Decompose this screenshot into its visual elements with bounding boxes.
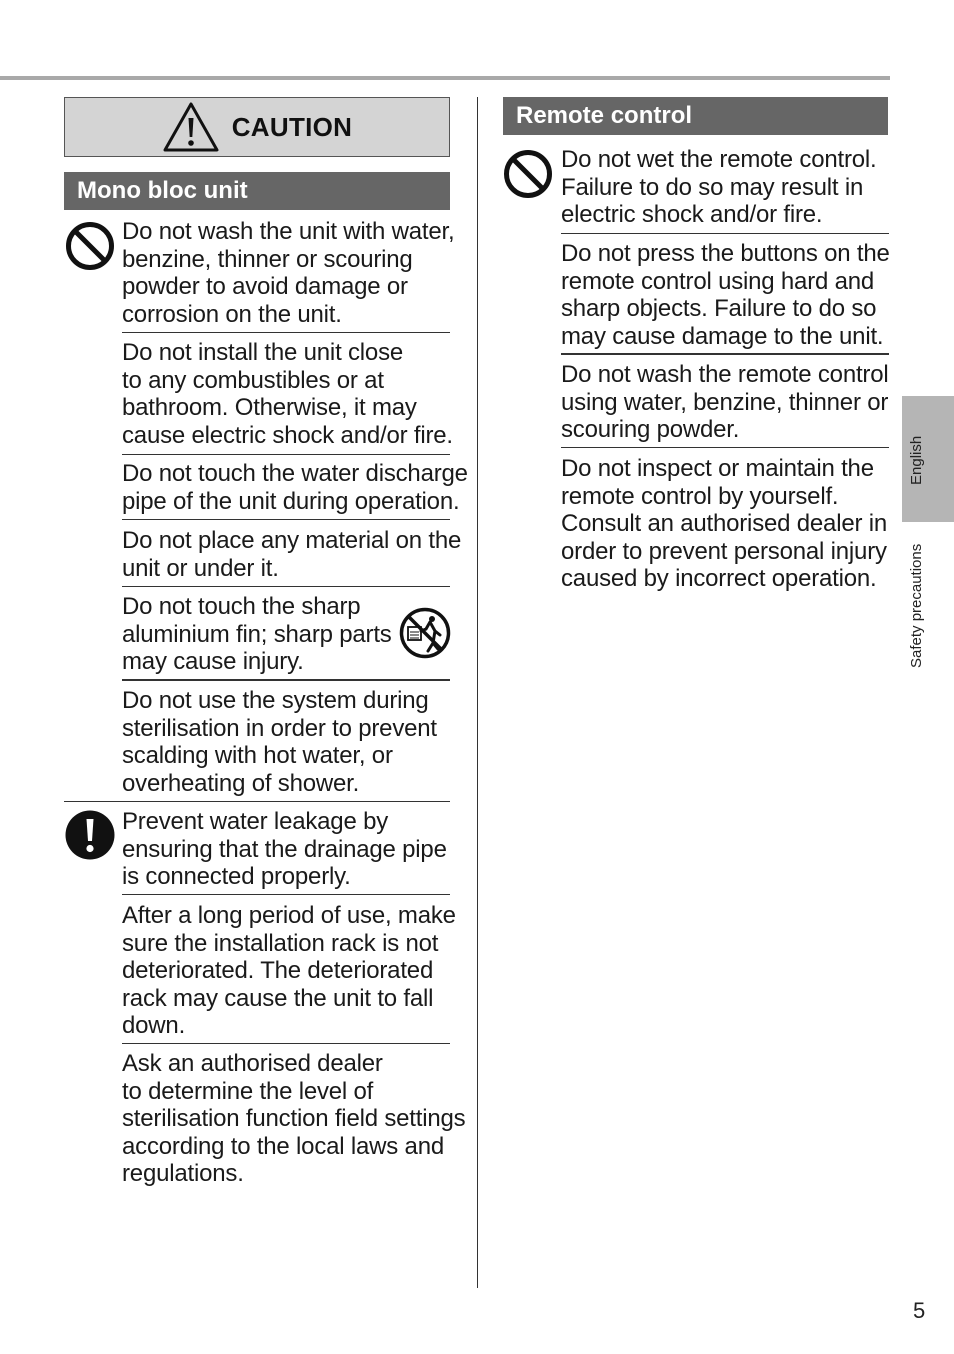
text-line: aluminium fin; sharp parts	[122, 620, 392, 648]
item-divider	[122, 894, 450, 895]
remote-item-2	[561, 240, 890, 350]
mono-item-4	[122, 527, 461, 582]
text-line: Ask an authorised dealer	[122, 1050, 383, 1077]
text-line: scalding with hot water, or	[122, 742, 393, 769]
text-line: remote control by yourself.	[561, 482, 839, 510]
remote-item-3	[561, 361, 889, 444]
text-line: remote control using hard and	[561, 267, 875, 295]
text-line: overheating of shower.	[122, 769, 360, 797]
mono-item-6	[122, 687, 437, 797]
text-line: sterilisation function field settings	[122, 1105, 466, 1132]
item-divider	[122, 679, 450, 681]
caution-title: CAUTION	[231, 111, 353, 142]
remote-item-1	[561, 146, 877, 229]
text-line: unit or under it.	[122, 554, 279, 582]
remote-control-header: Remote control	[503, 97, 888, 135]
item-divider	[122, 332, 450, 333]
text-line: according to the local laws and	[122, 1132, 444, 1160]
text-line: benzine, thinner or scouring	[122, 245, 413, 273]
text-line: is connected properly.	[122, 863, 351, 890]
text-line: Do not wet the remote control.	[561, 146, 877, 173]
text-line: pipe of the unit during operation.	[122, 487, 460, 515]
column-divider	[477, 97, 478, 1288]
text-line: sure the installation rack is not	[122, 929, 439, 957]
text-line: Prevent water leakage by	[122, 808, 389, 835]
text-line: Do not inspect or maintain the	[561, 455, 874, 482]
text-line: order to prevent personal injury	[561, 537, 887, 565]
item-divider	[561, 353, 889, 355]
prohibition-icon	[503, 149, 553, 199]
text-line: bathroom. Otherwise, it may	[122, 394, 417, 421]
text-line: to determine the level of	[122, 1077, 374, 1105]
mandatory-action-icon	[65, 810, 115, 860]
mono-bloc-header: Mono bloc unit	[64, 172, 450, 210]
text-line: sterilisation in order to prevent	[122, 714, 437, 742]
page-number: 5	[913, 1298, 926, 1323]
text-line: to any combustibles or at	[122, 366, 384, 394]
text-line: rack may cause the unit to fall	[122, 984, 434, 1012]
text-line: ensuring that the drainage pipe	[122, 835, 447, 863]
item-divider	[561, 447, 889, 448]
mono-item-9	[122, 1050, 465, 1188]
group-divider	[64, 801, 450, 802]
text-line: may cause damage to the unit.	[561, 322, 884, 350]
text-line: deteriorated. The deteriorated	[122, 957, 434, 984]
mono-item-8	[122, 902, 456, 1040]
text-line: caused by incorrect operation.	[561, 565, 877, 592]
text-line: sharp objects. Failure to do so	[561, 295, 877, 322]
text-line: Do not install the unit close	[122, 339, 404, 366]
item-divider	[122, 586, 450, 587]
item-divider	[122, 454, 450, 455]
text-line: Do not use the system during	[122, 687, 429, 714]
text-line: Do not touch the sharp	[122, 593, 361, 620]
prohibition-icon	[65, 221, 115, 271]
text-line: scouring powder.	[561, 416, 740, 443]
item-divider	[122, 519, 450, 520]
language-tab-label: English	[908, 435, 925, 485]
text-line: Do not wash the remote control	[561, 361, 889, 388]
no-touch-fin-icon	[399, 607, 451, 659]
text-line: Consult an authorised dealer in	[561, 510, 888, 537]
mono-item-1	[122, 218, 454, 328]
mono-item-7	[122, 808, 447, 891]
text-line: Failure to do so may result in	[561, 173, 864, 201]
text-line: may cause injury.	[122, 648, 304, 675]
text-line: Do not touch the water discharge	[122, 460, 468, 487]
mono-item-2	[122, 339, 453, 449]
text-line: corrosion on the unit.	[122, 300, 342, 328]
section-tab-label: Safety precautions	[908, 543, 925, 668]
text-line: using water, benzine, thinner or	[561, 388, 889, 416]
text-line: After a long period of use, make	[122, 902, 456, 929]
mono-item-3	[122, 460, 468, 515]
text-line: Do not press the buttons on the	[561, 240, 890, 267]
warning-triangle-icon	[162, 101, 220, 153]
text-line: Do not place any material on the	[122, 527, 462, 554]
text-line: cause electric shock and/or fire.	[122, 421, 453, 449]
text-line: regulations.	[122, 1160, 244, 1187]
text-line: powder to avoid damage or	[122, 273, 408, 300]
item-divider	[122, 1043, 450, 1044]
remote-item-4	[561, 455, 887, 593]
text-line: Do not wash the unit with water,	[122, 218, 455, 245]
top-rule	[0, 76, 890, 80]
item-divider	[561, 233, 889, 234]
caution-banner	[64, 97, 450, 157]
text-line: down.	[122, 1012, 186, 1039]
mono-item-5	[122, 593, 392, 676]
text-line: electric shock and/or fire.	[561, 201, 823, 228]
